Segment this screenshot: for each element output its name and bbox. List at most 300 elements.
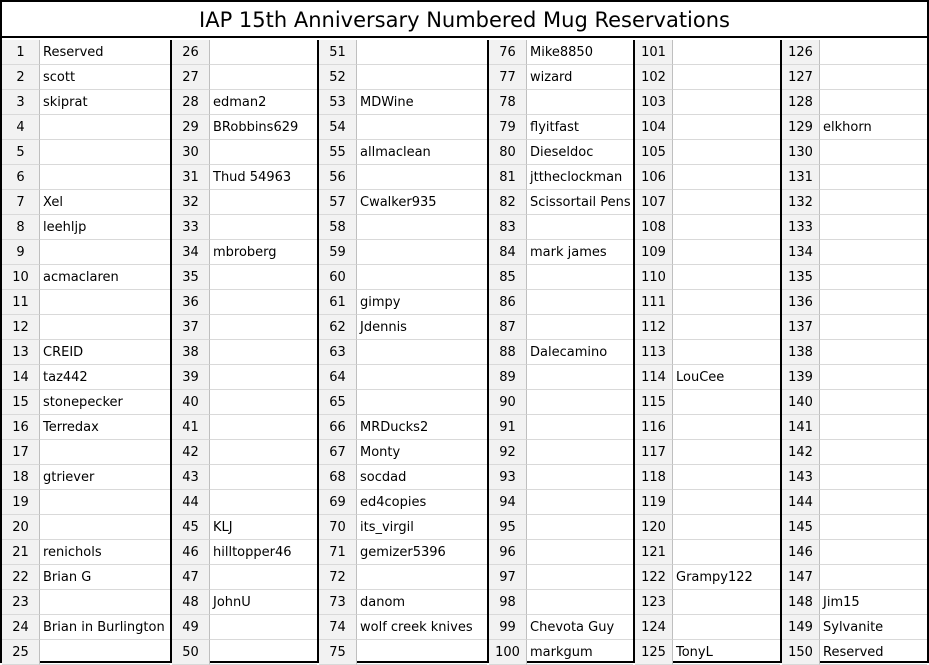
reserver-name-cell[interactable]: [210, 290, 317, 315]
reserver-name-cell[interactable]: jttheclockman: [527, 165, 633, 190]
reserver-name-cell[interactable]: [673, 440, 780, 465]
mug-number-cell[interactable]: 6: [2, 165, 40, 190]
mug-number-cell[interactable]: 88: [489, 340, 527, 365]
reserver-name-cell[interactable]: [820, 340, 927, 365]
mug-number-cell[interactable]: 8: [2, 215, 40, 240]
mug-number-cell[interactable]: 66: [319, 415, 357, 440]
mug-number-cell[interactable]: 68: [319, 465, 357, 490]
reserver-name-cell[interactable]: [820, 365, 927, 390]
reserver-name-cell[interactable]: taz442: [40, 365, 170, 390]
mug-number-cell[interactable]: 21: [2, 540, 40, 565]
reserver-name-cell[interactable]: [673, 190, 780, 215]
mug-number-cell[interactable]: 29: [172, 115, 210, 140]
reserver-name-cell[interactable]: [210, 65, 317, 90]
reserver-name-cell[interactable]: [527, 90, 633, 115]
reserver-name-cell[interactable]: [210, 365, 317, 390]
mug-number-cell[interactable]: 49: [172, 615, 210, 640]
reserver-name-cell[interactable]: [673, 590, 780, 615]
reserver-name-cell[interactable]: hilltopper46: [210, 540, 317, 565]
reserver-name-cell[interactable]: Dieseldoc: [527, 140, 633, 165]
reserver-name-cell[interactable]: [820, 165, 927, 190]
reserver-name-cell[interactable]: [527, 315, 633, 340]
mug-number-cell[interactable]: 3: [2, 90, 40, 115]
reserver-name-cell[interactable]: skiprat: [40, 90, 170, 115]
reserver-name-cell[interactable]: Grampy122: [673, 565, 780, 590]
mug-number-cell[interactable]: 85: [489, 265, 527, 290]
reserver-name-cell[interactable]: [210, 215, 317, 240]
mug-number-cell[interactable]: 55: [319, 140, 357, 165]
mug-number-cell[interactable]: 37: [172, 315, 210, 340]
mug-number-cell[interactable]: 19: [2, 490, 40, 515]
mug-number-cell[interactable]: 135: [782, 265, 820, 290]
mug-number-cell[interactable]: 74: [319, 615, 357, 640]
mug-number-cell[interactable]: 98: [489, 590, 527, 615]
reserver-name-cell[interactable]: [40, 515, 170, 540]
mug-number-cell[interactable]: 32: [172, 190, 210, 215]
mug-number-cell[interactable]: 62: [319, 315, 357, 340]
mug-number-cell[interactable]: 58: [319, 215, 357, 240]
mug-number-cell[interactable]: 12: [2, 315, 40, 340]
mug-number-cell[interactable]: 75: [319, 640, 357, 665]
mug-number-cell[interactable]: 109: [635, 240, 673, 265]
reserver-name-cell[interactable]: [210, 465, 317, 490]
reserver-name-cell[interactable]: [210, 415, 317, 440]
reserver-name-cell[interactable]: [357, 340, 487, 365]
reserver-name-cell[interactable]: [210, 640, 317, 665]
mug-number-cell[interactable]: 5: [2, 140, 40, 165]
reserver-name-cell[interactable]: [357, 640, 487, 665]
mug-number-cell[interactable]: 71: [319, 540, 357, 565]
reserver-name-cell[interactable]: [527, 465, 633, 490]
reserver-name-cell[interactable]: [820, 315, 927, 340]
mug-number-cell[interactable]: 97: [489, 565, 527, 590]
mug-number-cell[interactable]: 16: [2, 415, 40, 440]
reserver-name-cell[interactable]: JohnU: [210, 590, 317, 615]
reserver-name-cell[interactable]: [673, 340, 780, 365]
mug-number-cell[interactable]: 59: [319, 240, 357, 265]
reserver-name-cell[interactable]: scott: [40, 65, 170, 90]
reserver-name-cell[interactable]: its_virgil: [357, 515, 487, 540]
reserver-name-cell[interactable]: [673, 290, 780, 315]
mug-number-cell[interactable]: 27: [172, 65, 210, 90]
mug-number-cell[interactable]: 22: [2, 565, 40, 590]
mug-number-cell[interactable]: 83: [489, 215, 527, 240]
reserver-name-cell[interactable]: [820, 40, 927, 65]
reserver-name-cell[interactable]: [527, 415, 633, 440]
mug-number-cell[interactable]: 4: [2, 115, 40, 140]
mug-number-cell[interactable]: 69: [319, 490, 357, 515]
mug-number-cell[interactable]: 107: [635, 190, 673, 215]
reserver-name-cell[interactable]: MRDucks2: [357, 415, 487, 440]
mug-number-cell[interactable]: 120: [635, 515, 673, 540]
mug-number-cell[interactable]: 141: [782, 415, 820, 440]
mug-number-cell[interactable]: 33: [172, 215, 210, 240]
reserver-name-cell[interactable]: [40, 165, 170, 190]
mug-number-cell[interactable]: 130: [782, 140, 820, 165]
reserver-name-cell[interactable]: [40, 590, 170, 615]
mug-number-cell[interactable]: 45: [172, 515, 210, 540]
mug-number-cell[interactable]: 121: [635, 540, 673, 565]
mug-number-cell[interactable]: 100: [489, 640, 527, 665]
mug-number-cell[interactable]: 114: [635, 365, 673, 390]
mug-number-cell[interactable]: 42: [172, 440, 210, 465]
mug-number-cell[interactable]: 139: [782, 365, 820, 390]
mug-number-cell[interactable]: 28: [172, 90, 210, 115]
reserver-name-cell[interactable]: [820, 565, 927, 590]
mug-number-cell[interactable]: 136: [782, 290, 820, 315]
reserver-name-cell[interactable]: Chevota Guy: [527, 615, 633, 640]
reserver-name-cell[interactable]: [357, 115, 487, 140]
reserver-name-cell[interactable]: CREID: [40, 340, 170, 365]
mug-number-cell[interactable]: 105: [635, 140, 673, 165]
mug-number-cell[interactable]: 44: [172, 490, 210, 515]
mug-number-cell[interactable]: 79: [489, 115, 527, 140]
mug-number-cell[interactable]: 11: [2, 290, 40, 315]
reserver-name-cell[interactable]: LouCee: [673, 365, 780, 390]
reserver-name-cell[interactable]: [527, 265, 633, 290]
reserver-name-cell[interactable]: Dalecamino: [527, 340, 633, 365]
mug-number-cell[interactable]: 112: [635, 315, 673, 340]
mug-number-cell[interactable]: 65: [319, 390, 357, 415]
reserver-name-cell[interactable]: Brian in Burlington: [40, 615, 170, 640]
reserver-name-cell[interactable]: Terredax: [40, 415, 170, 440]
mug-number-cell[interactable]: 41: [172, 415, 210, 440]
mug-number-cell[interactable]: 39: [172, 365, 210, 390]
mug-number-cell[interactable]: 126: [782, 40, 820, 65]
mug-number-cell[interactable]: 132: [782, 190, 820, 215]
reserver-name-cell[interactable]: [210, 265, 317, 290]
reserver-name-cell[interactable]: [357, 65, 487, 90]
reserver-name-cell[interactable]: [40, 115, 170, 140]
mug-number-cell[interactable]: 123: [635, 590, 673, 615]
mug-number-cell[interactable]: 104: [635, 115, 673, 140]
reserver-name-cell[interactable]: ed4copies: [357, 490, 487, 515]
reserver-name-cell[interactable]: [357, 365, 487, 390]
mug-number-cell[interactable]: 10: [2, 265, 40, 290]
mug-number-cell[interactable]: 9: [2, 240, 40, 265]
reserver-name-cell[interactable]: [673, 615, 780, 640]
mug-number-cell[interactable]: 140: [782, 390, 820, 415]
mug-number-cell[interactable]: 92: [489, 440, 527, 465]
reserver-name-cell[interactable]: gtriever: [40, 465, 170, 490]
mug-number-cell[interactable]: 77: [489, 65, 527, 90]
reserver-name-cell[interactable]: [820, 140, 927, 165]
reserver-name-cell[interactable]: [357, 40, 487, 65]
reserver-name-cell[interactable]: [527, 390, 633, 415]
mug-number-cell[interactable]: 108: [635, 215, 673, 240]
reserver-name-cell[interactable]: Jdennis: [357, 315, 487, 340]
mug-number-cell[interactable]: 78: [489, 90, 527, 115]
mug-number-cell[interactable]: 24: [2, 615, 40, 640]
reserver-name-cell[interactable]: Sylvanite: [820, 615, 927, 640]
mug-number-cell[interactable]: 17: [2, 440, 40, 465]
mug-number-cell[interactable]: 60: [319, 265, 357, 290]
reserver-name-cell[interactable]: [210, 490, 317, 515]
reserver-name-cell[interactable]: renichols: [40, 540, 170, 565]
reserver-name-cell[interactable]: [673, 465, 780, 490]
mug-number-cell[interactable]: 103: [635, 90, 673, 115]
reserver-name-cell[interactable]: [210, 315, 317, 340]
mug-number-cell[interactable]: 81: [489, 165, 527, 190]
mug-number-cell[interactable]: 47: [172, 565, 210, 590]
reserver-name-cell[interactable]: [820, 290, 927, 315]
mug-number-cell[interactable]: 118: [635, 465, 673, 490]
mug-number-cell[interactable]: 102: [635, 65, 673, 90]
mug-number-cell[interactable]: 43: [172, 465, 210, 490]
mug-number-cell[interactable]: 15: [2, 390, 40, 415]
reserver-name-cell[interactable]: [210, 390, 317, 415]
mug-number-cell[interactable]: 145: [782, 515, 820, 540]
reserver-name-cell[interactable]: Scissortail Pens: [527, 190, 633, 215]
reserver-name-cell[interactable]: [357, 165, 487, 190]
reserver-name-cell[interactable]: [820, 265, 927, 290]
mug-number-cell[interactable]: 122: [635, 565, 673, 590]
mug-number-cell[interactable]: 115: [635, 390, 673, 415]
mug-number-cell[interactable]: 124: [635, 615, 673, 640]
reserver-name-cell[interactable]: danom: [357, 590, 487, 615]
reserver-name-cell[interactable]: [40, 140, 170, 165]
mug-number-cell[interactable]: 40: [172, 390, 210, 415]
reserver-name-cell[interactable]: [673, 115, 780, 140]
mug-number-cell[interactable]: 64: [319, 365, 357, 390]
reserver-name-cell[interactable]: [673, 140, 780, 165]
mug-number-cell[interactable]: 125: [635, 640, 673, 665]
mug-number-cell[interactable]: 110: [635, 265, 673, 290]
reserver-name-cell[interactable]: wolf creek knives: [357, 615, 487, 640]
mug-number-cell[interactable]: 82: [489, 190, 527, 215]
reserver-name-cell[interactable]: [210, 340, 317, 365]
reserver-name-cell[interactable]: mark james: [527, 240, 633, 265]
reserver-name-cell[interactable]: MDWine: [357, 90, 487, 115]
reserver-name-cell[interactable]: Xel: [40, 190, 170, 215]
mug-number-cell[interactable]: 134: [782, 240, 820, 265]
mug-number-cell[interactable]: 84: [489, 240, 527, 265]
mug-number-cell[interactable]: 133: [782, 215, 820, 240]
mug-number-cell[interactable]: 35: [172, 265, 210, 290]
mug-number-cell[interactable]: 48: [172, 590, 210, 615]
mug-number-cell[interactable]: 86: [489, 290, 527, 315]
reserver-name-cell[interactable]: [820, 540, 927, 565]
reserver-name-cell[interactable]: acmaclaren: [40, 265, 170, 290]
reserver-name-cell[interactable]: [527, 440, 633, 465]
mug-number-cell[interactable]: 116: [635, 415, 673, 440]
mug-number-cell[interactable]: 131: [782, 165, 820, 190]
mug-number-cell[interactable]: 18: [2, 465, 40, 490]
reserver-name-cell[interactable]: [357, 390, 487, 415]
mug-number-cell[interactable]: 63: [319, 340, 357, 365]
reserver-name-cell[interactable]: KLJ: [210, 515, 317, 540]
mug-number-cell[interactable]: 149: [782, 615, 820, 640]
reserver-name-cell[interactable]: [673, 265, 780, 290]
mug-number-cell[interactable]: 147: [782, 565, 820, 590]
mug-number-cell[interactable]: 52: [319, 65, 357, 90]
reserver-name-cell[interactable]: gimpy: [357, 290, 487, 315]
mug-number-cell[interactable]: 137: [782, 315, 820, 340]
reserver-name-cell[interactable]: Brian G: [40, 565, 170, 590]
reserver-name-cell[interactable]: Thud 54963: [210, 165, 317, 190]
mug-number-cell[interactable]: 90: [489, 390, 527, 415]
reserver-name-cell[interactable]: [820, 90, 927, 115]
reserver-name-cell[interactable]: [820, 390, 927, 415]
mug-number-cell[interactable]: 56: [319, 165, 357, 190]
mug-number-cell[interactable]: 61: [319, 290, 357, 315]
reserver-name-cell[interactable]: Reserved: [820, 640, 927, 665]
mug-number-cell[interactable]: 7: [2, 190, 40, 215]
mug-number-cell[interactable]: 111: [635, 290, 673, 315]
mug-number-cell[interactable]: 143: [782, 465, 820, 490]
mug-number-cell[interactable]: 34: [172, 240, 210, 265]
mug-number-cell[interactable]: 150: [782, 640, 820, 665]
reserver-name-cell[interactable]: wizard: [527, 65, 633, 90]
mug-number-cell[interactable]: 87: [489, 315, 527, 340]
reserver-name-cell[interactable]: [40, 440, 170, 465]
reserver-name-cell[interactable]: leehljp: [40, 215, 170, 240]
reserver-name-cell[interactable]: [210, 190, 317, 215]
reserver-name-cell[interactable]: [820, 515, 927, 540]
mug-number-cell[interactable]: 31: [172, 165, 210, 190]
reserver-name-cell[interactable]: stonepecker: [40, 390, 170, 415]
reserver-name-cell[interactable]: [673, 240, 780, 265]
mug-number-cell[interactable]: 93: [489, 465, 527, 490]
reserver-name-cell[interactable]: [357, 265, 487, 290]
reserver-name-cell[interactable]: [527, 515, 633, 540]
reserver-name-cell[interactable]: [673, 90, 780, 115]
mug-number-cell[interactable]: 14: [2, 365, 40, 390]
reserver-name-cell[interactable]: [820, 65, 927, 90]
mug-number-cell[interactable]: 36: [172, 290, 210, 315]
reserver-name-cell[interactable]: [673, 390, 780, 415]
mug-number-cell[interactable]: 73: [319, 590, 357, 615]
mug-number-cell[interactable]: 23: [2, 590, 40, 615]
reserver-name-cell[interactable]: [673, 490, 780, 515]
reserver-name-cell[interactable]: BRobbins629: [210, 115, 317, 140]
reserver-name-cell[interactable]: [820, 440, 927, 465]
reserver-name-cell[interactable]: mbroberg: [210, 240, 317, 265]
reserver-name-cell[interactable]: Monty: [357, 440, 487, 465]
reserver-name-cell[interactable]: edman2: [210, 90, 317, 115]
mug-number-cell[interactable]: 1: [2, 40, 40, 65]
reserver-name-cell[interactable]: [357, 215, 487, 240]
mug-number-cell[interactable]: 127: [782, 65, 820, 90]
mug-number-cell[interactable]: 94: [489, 490, 527, 515]
mug-number-cell[interactable]: 76: [489, 40, 527, 65]
mug-number-cell[interactable]: 26: [172, 40, 210, 65]
mug-number-cell[interactable]: 53: [319, 90, 357, 115]
reserver-name-cell[interactable]: [527, 540, 633, 565]
reserver-name-cell[interactable]: [820, 190, 927, 215]
reserver-name-cell[interactable]: [673, 515, 780, 540]
mug-number-cell[interactable]: 99: [489, 615, 527, 640]
mug-number-cell[interactable]: 96: [489, 540, 527, 565]
reserver-name-cell[interactable]: [673, 315, 780, 340]
reserver-name-cell[interactable]: markgum: [527, 640, 633, 665]
mug-number-cell[interactable]: 2: [2, 65, 40, 90]
reserver-name-cell[interactable]: [210, 615, 317, 640]
reserver-name-cell[interactable]: socdad: [357, 465, 487, 490]
reserver-name-cell[interactable]: Cwalker935: [357, 190, 487, 215]
mug-number-cell[interactable]: 106: [635, 165, 673, 190]
reserver-name-cell[interactable]: [673, 65, 780, 90]
mug-number-cell[interactable]: 113: [635, 340, 673, 365]
reserver-name-cell[interactable]: [40, 290, 170, 315]
reserver-name-cell[interactable]: [40, 490, 170, 515]
reserver-name-cell[interactable]: gemizer5396: [357, 540, 487, 565]
reserver-name-cell[interactable]: [357, 565, 487, 590]
reserver-name-cell[interactable]: [210, 565, 317, 590]
mug-number-cell[interactable]: 138: [782, 340, 820, 365]
reserver-name-cell[interactable]: [40, 640, 170, 665]
mug-number-cell[interactable]: 25: [2, 640, 40, 665]
mug-number-cell[interactable]: 13: [2, 340, 40, 365]
mug-number-cell[interactable]: 119: [635, 490, 673, 515]
mug-number-cell[interactable]: 80: [489, 140, 527, 165]
mug-number-cell[interactable]: 148: [782, 590, 820, 615]
reserver-name-cell[interactable]: flyitfast: [527, 115, 633, 140]
reserver-name-cell[interactable]: allmaclean: [357, 140, 487, 165]
mug-number-cell[interactable]: 50: [172, 640, 210, 665]
mug-number-cell[interactable]: 46: [172, 540, 210, 565]
reserver-name-cell[interactable]: [357, 240, 487, 265]
reserver-name-cell[interactable]: Mike8850: [527, 40, 633, 65]
reserver-name-cell[interactable]: [527, 590, 633, 615]
mug-number-cell[interactable]: 95: [489, 515, 527, 540]
mug-number-cell[interactable]: 72: [319, 565, 357, 590]
mug-number-cell[interactable]: 54: [319, 115, 357, 140]
mug-number-cell[interactable]: 117: [635, 440, 673, 465]
mug-number-cell[interactable]: 128: [782, 90, 820, 115]
mug-number-cell[interactable]: 91: [489, 415, 527, 440]
reserver-name-cell[interactable]: [820, 465, 927, 490]
reserver-name-cell[interactable]: [527, 365, 633, 390]
reserver-name-cell[interactable]: [527, 290, 633, 315]
reserver-name-cell[interactable]: [210, 440, 317, 465]
mug-number-cell[interactable]: 89: [489, 365, 527, 390]
reserver-name-cell[interactable]: Jim15: [820, 590, 927, 615]
reserver-name-cell[interactable]: [673, 40, 780, 65]
mug-number-cell[interactable]: 38: [172, 340, 210, 365]
mug-number-cell[interactable]: 129: [782, 115, 820, 140]
reserver-name-cell[interactable]: TonyL: [673, 640, 780, 665]
reserver-name-cell[interactable]: [673, 415, 780, 440]
reserver-name-cell[interactable]: [527, 565, 633, 590]
mug-number-cell[interactable]: 67: [319, 440, 357, 465]
mug-number-cell[interactable]: 146: [782, 540, 820, 565]
reserver-name-cell[interactable]: [673, 215, 780, 240]
mug-number-cell[interactable]: 57: [319, 190, 357, 215]
mug-number-cell[interactable]: 20: [2, 515, 40, 540]
mug-number-cell[interactable]: 142: [782, 440, 820, 465]
reserver-name-cell[interactable]: Reserved: [40, 40, 170, 65]
reserver-name-cell[interactable]: [210, 140, 317, 165]
mug-number-cell[interactable]: 30: [172, 140, 210, 165]
mug-number-cell[interactable]: 51: [319, 40, 357, 65]
reserver-name-cell[interactable]: [210, 40, 317, 65]
reserver-name-cell[interactable]: [673, 540, 780, 565]
mug-number-cell[interactable]: 70: [319, 515, 357, 540]
mug-number-cell[interactable]: 101: [635, 40, 673, 65]
reserver-name-cell[interactable]: [40, 240, 170, 265]
reserver-name-cell[interactable]: [527, 215, 633, 240]
mug-number-cell[interactable]: 144: [782, 490, 820, 515]
reserver-name-cell[interactable]: [820, 240, 927, 265]
reserver-name-cell[interactable]: [673, 165, 780, 190]
reserver-name-cell[interactable]: [527, 490, 633, 515]
reserver-name-cell[interactable]: [40, 315, 170, 340]
reserver-name-cell[interactable]: elkhorn: [820, 115, 927, 140]
reserver-name-cell[interactable]: [820, 490, 927, 515]
reserver-name-cell[interactable]: [820, 215, 927, 240]
reserver-name-cell[interactable]: [820, 415, 927, 440]
